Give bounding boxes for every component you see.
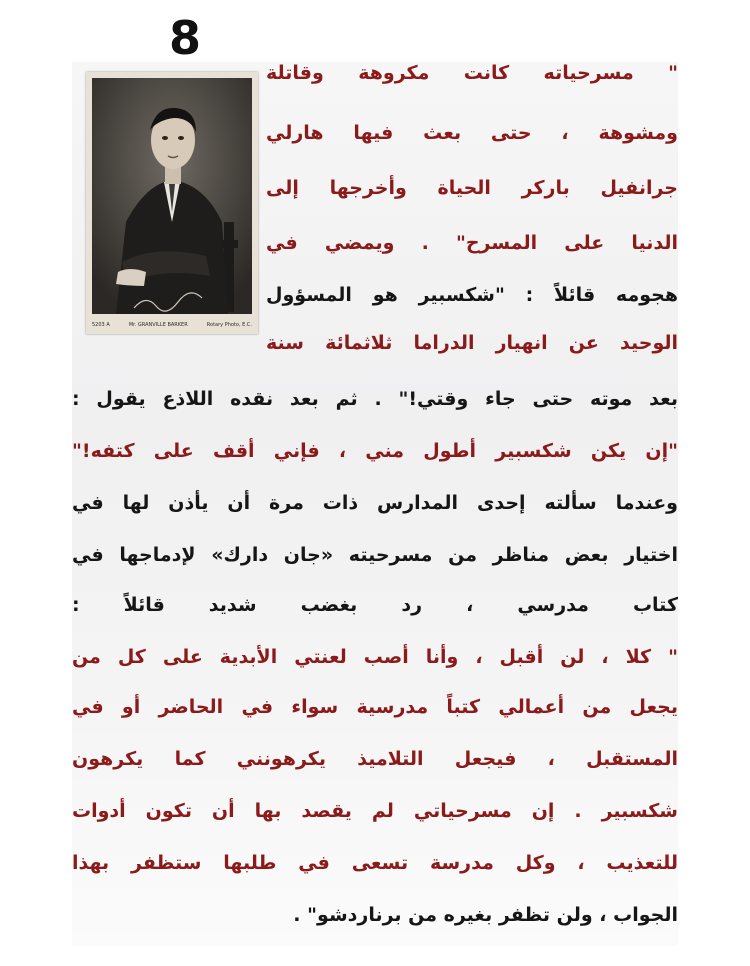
text-line-9: وعندما سألته إحدى المدارس ذات مرة أن يأذن لها في xyxy=(72,492,678,514)
text-line-10: اختيار بعض مناظر من مسرحيته «جان دارك» لإدماجها في xyxy=(72,544,678,566)
portrait-caption xyxy=(92,322,252,328)
text-line-17: الجواب ، ولن تظفر بغيره من برناردشو" . xyxy=(293,904,678,926)
text-line-5: هجومه قائلاً : "شكسبير هو المسؤول xyxy=(266,284,678,306)
caption-left: 5203 A xyxy=(92,322,110,328)
text-line-15: شكسبير . إن مسرحياتي لم يقصد بها أن تكون أدوات xyxy=(72,800,678,822)
text-line-6: الوحيد عن انهيار الدراما ثلاثمائة سنة xyxy=(266,332,678,354)
text-line-4: الدنيا على المسرح" . ويمضي في xyxy=(266,232,678,254)
caption-center: Mr. GRANVILLE BARKER xyxy=(128,322,188,328)
text-line-2: ومشوهة ، حتى بعث فيها هارلي xyxy=(266,122,678,144)
text-line-3: جرانفيل باركر الحياة وأخرجها إلى xyxy=(266,177,678,199)
text-line-11: كتاب مدرسي ، رد بغضب شديد قائلاً : xyxy=(72,594,678,616)
text-line-12: " كلا ، لن أقبل ، وأنا أصب لعنتي الأبدية على كل من xyxy=(72,646,678,668)
caption-right: Rotary Photo, E.C. xyxy=(206,322,252,328)
text-line-14: المستقبل ، فيجعل التلاميذ يكرهونني كما يكرهون xyxy=(72,748,678,770)
text-line-8: "إن يكن شكسبير أطول مني ، فإني أقف على كتفه!" xyxy=(72,440,678,462)
text-line-1: " مسرحياته كانت مكروهة وقاتلة xyxy=(266,62,678,84)
text-line-16: للتعذيب ، وكل مدرسة تسعى في طلبها ستظفر بهذا xyxy=(72,852,678,874)
text-line-13: يجعل من أعمالي كتباً مدرسية سواء في الحاضر أو في xyxy=(72,696,678,718)
text-line-7: بعد موته حتى جاء وقتي!" . ثم بعد نقده اللاذع يقول : xyxy=(72,388,678,410)
page-number: 8 xyxy=(168,11,201,65)
portrait-photo xyxy=(86,72,258,334)
portrait-illustration xyxy=(86,72,258,334)
